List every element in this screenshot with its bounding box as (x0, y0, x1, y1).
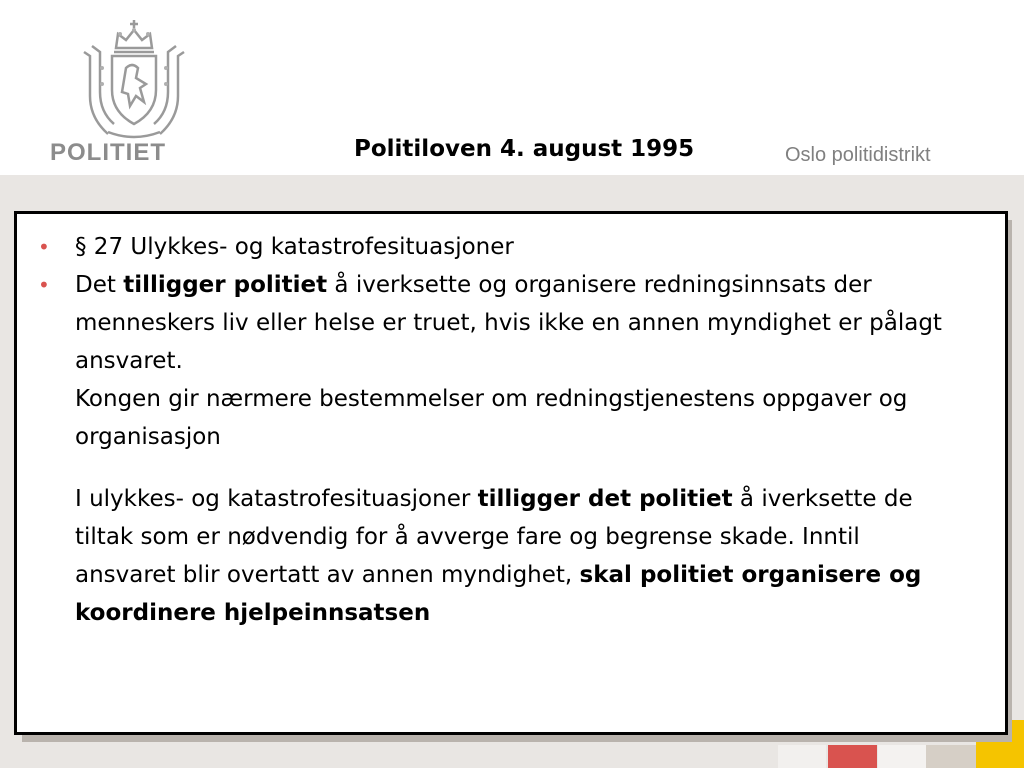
page-title: Politiloven 4. august 1995 (354, 136, 695, 162)
bullet-text: Det (75, 272, 124, 298)
page-subtitle: Oslo politidistrikt (785, 144, 931, 166)
bold-text: tilligger politiet (123, 272, 328, 298)
decor-tile-tan (926, 745, 976, 768)
slide-body (38, 228, 960, 632)
bullet-item (38, 266, 960, 456)
bold-text: skal politiet organisere og koordinere hjelpeinnsatsen (75, 562, 922, 626)
slide-header (0, 0, 1024, 175)
decor-tile (878, 745, 926, 768)
bullet-item (38, 228, 960, 266)
bold-text: tilligger det politiet (477, 486, 733, 512)
police-crest-icon (78, 18, 190, 140)
body-paragraph (60, 480, 960, 632)
decor-tile-red (828, 745, 877, 768)
bullet-text: § 27 Ulykkes- og katastrofesituasjoner (75, 234, 514, 260)
bullet-text: Kongen gir nærmere bestemmelser om redningstjenestens oppgaver og organisasjon (75, 386, 908, 450)
decor-tile (778, 745, 826, 768)
paragraph-text: I ulykkes- og katastrofesituasjoner (75, 486, 478, 512)
logo-wordmark: POLITIET (50, 139, 166, 166)
bullet-dot-icon: • (38, 235, 50, 259)
paragraph-text: å iverksette de tiltak som er nødvendig for å avverge fare og begrense skade. Inntil ansvaret blir overtatt av annen myndighet, (75, 486, 913, 588)
bullet-text: å iverksette og organisere redningsinnsats der menneskers liv eller helse er truet, hvis ikke en annen myndighet er pålagt ansvaret. (75, 272, 942, 374)
bullet-dot-icon: • (38, 273, 50, 297)
